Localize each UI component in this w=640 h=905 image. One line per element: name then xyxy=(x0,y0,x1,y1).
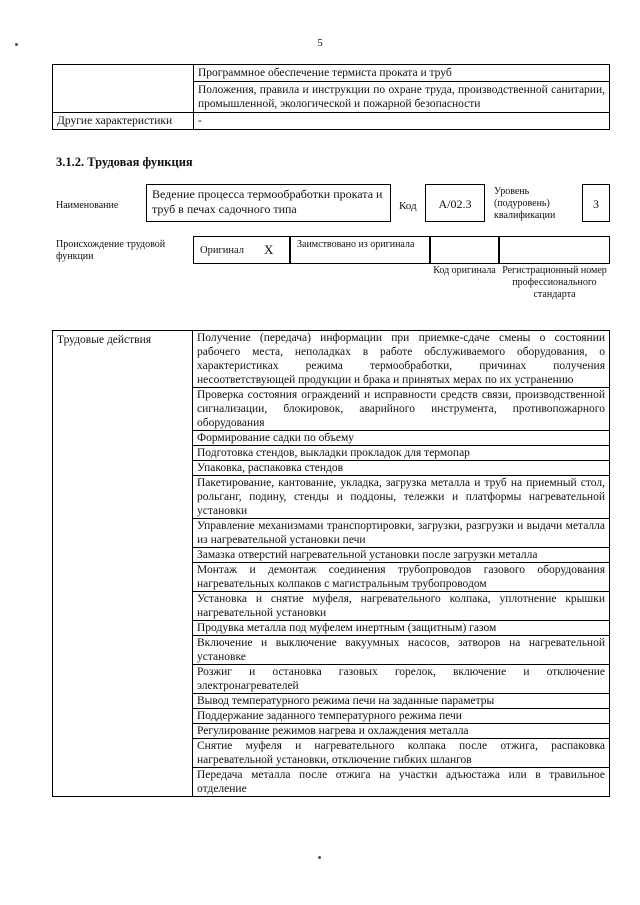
function-name-box xyxy=(146,184,391,222)
table-cell: - xyxy=(194,113,610,130)
borrowed-label: Заимствовано из оригинала xyxy=(297,239,415,250)
table-cell: Положения, правила и инструкции по охране труда, производственной санитарии, промышленной, экологической и пожарной безопасности xyxy=(194,82,610,113)
name-label: Наименование xyxy=(56,200,119,211)
function-code-box xyxy=(425,184,485,222)
code-label: Код xyxy=(399,200,417,212)
code-caption: Код оригинала xyxy=(433,265,496,276)
original-label: Оригинал xyxy=(200,245,244,256)
table-cell: Другие характеристики xyxy=(53,113,194,130)
labor-action-item: Вывод температурного режима печи на заданные параметры xyxy=(193,694,610,709)
origin-label: Происхождение трудовой функции xyxy=(56,239,166,262)
labor-action-item: Поддержание заданного температурного режима печи xyxy=(193,709,610,724)
function-name-value: Ведение процесса термообработки проката и труб в печах садочного типа xyxy=(152,187,383,216)
level-label: Уровень (подуровень) квалификации xyxy=(494,186,556,221)
origin-original-box xyxy=(193,236,290,264)
function-code-value: А/02.3 xyxy=(438,197,472,211)
labor-action-item: Монтаж и демонтаж соединения трубопроводов газового оборудования нагревательных колпаков с магистральным трубопроводом xyxy=(193,563,610,592)
table-cell xyxy=(53,65,194,113)
page-number: 5 xyxy=(317,37,323,49)
origin-code-box xyxy=(430,236,499,264)
reg-caption: Регистрационный номер профессионального стандарта xyxy=(502,265,607,300)
table-cell: Программное обеспечение термиста проката и труб xyxy=(194,65,610,82)
labor-actions-label: Трудовые действия xyxy=(53,331,193,797)
section-title: 3.1.2. Трудовая функция xyxy=(56,155,193,169)
labor-action-item: Замазка отверстий нагревательной установки после загрузки металла xyxy=(193,548,610,563)
labor-action-item: Формирование садки по объему xyxy=(193,431,610,446)
labor-action-item: Продувка металла под муфелем инертным (защитным) газом xyxy=(193,621,610,636)
table-row xyxy=(53,331,610,388)
labor-action-item: Передача металла после отжига на участки адъюстажа или в травильное отделение xyxy=(193,768,610,797)
labor-action-item: Регулирование режимов нагрева и охлаждения металла xyxy=(193,724,610,739)
table-row xyxy=(53,113,610,130)
labor-action-item: Проверка состояния ограждений и исправности средств связи, производственной сигнализации, блокировок, аварийного инструмента, противопожарного оборудования xyxy=(193,388,610,431)
labor-action-item: Установка и снятие муфеля, нагревательного колпака, уплотнение крышки нагревательной установки xyxy=(193,592,610,621)
scan-dot xyxy=(15,43,18,46)
scan-dot xyxy=(318,856,321,859)
original-mark: X xyxy=(264,242,274,257)
labor-action-item: Пакетирование, кантование, укладка, загрузка металла и труб на приемный стол, рольганг, подину, стенды и поддоны, тележки и платформы нагревательной установки xyxy=(193,476,610,519)
origin-borrowed-box xyxy=(290,236,430,264)
requirements-table xyxy=(52,64,610,130)
labor-action-item: Подготовка стендов, выкладки прокладок для термопар xyxy=(193,446,610,461)
labor-actions-table xyxy=(52,330,610,797)
labor-action-item: Управление механизмами транспортировки, загрузки, разгрузки и выдачи металла из нагревательной установки печи xyxy=(193,519,610,548)
level-value: 3 xyxy=(593,197,599,211)
labor-action-item: Розжиг и остановка газовых горелок, включение и отключение электронагревателей xyxy=(193,665,610,694)
table-row xyxy=(53,65,610,82)
labor-action-item: Упаковка, распаковка стендов xyxy=(193,461,610,476)
origin-reg-box xyxy=(499,236,610,264)
labor-action-item: Снятие муфеля и нагревательного колпака после отжига, распаковка нагревательной установки, отключение гибких шлангов xyxy=(193,739,610,768)
labor-action-item: Получение (передача) информации при приемке-сдаче смены о состоянии рабочего места, неполадках в работе обслуживаемого оборудования, о характеристиках режима термообработки, причинах получения несоответствующей продукции и брака и принятых мерах по их устранению xyxy=(193,331,610,388)
labor-action-item: Включение и выключение вакуумных насосов, затворов на нагревательной установке xyxy=(193,636,610,665)
level-box xyxy=(582,184,610,222)
